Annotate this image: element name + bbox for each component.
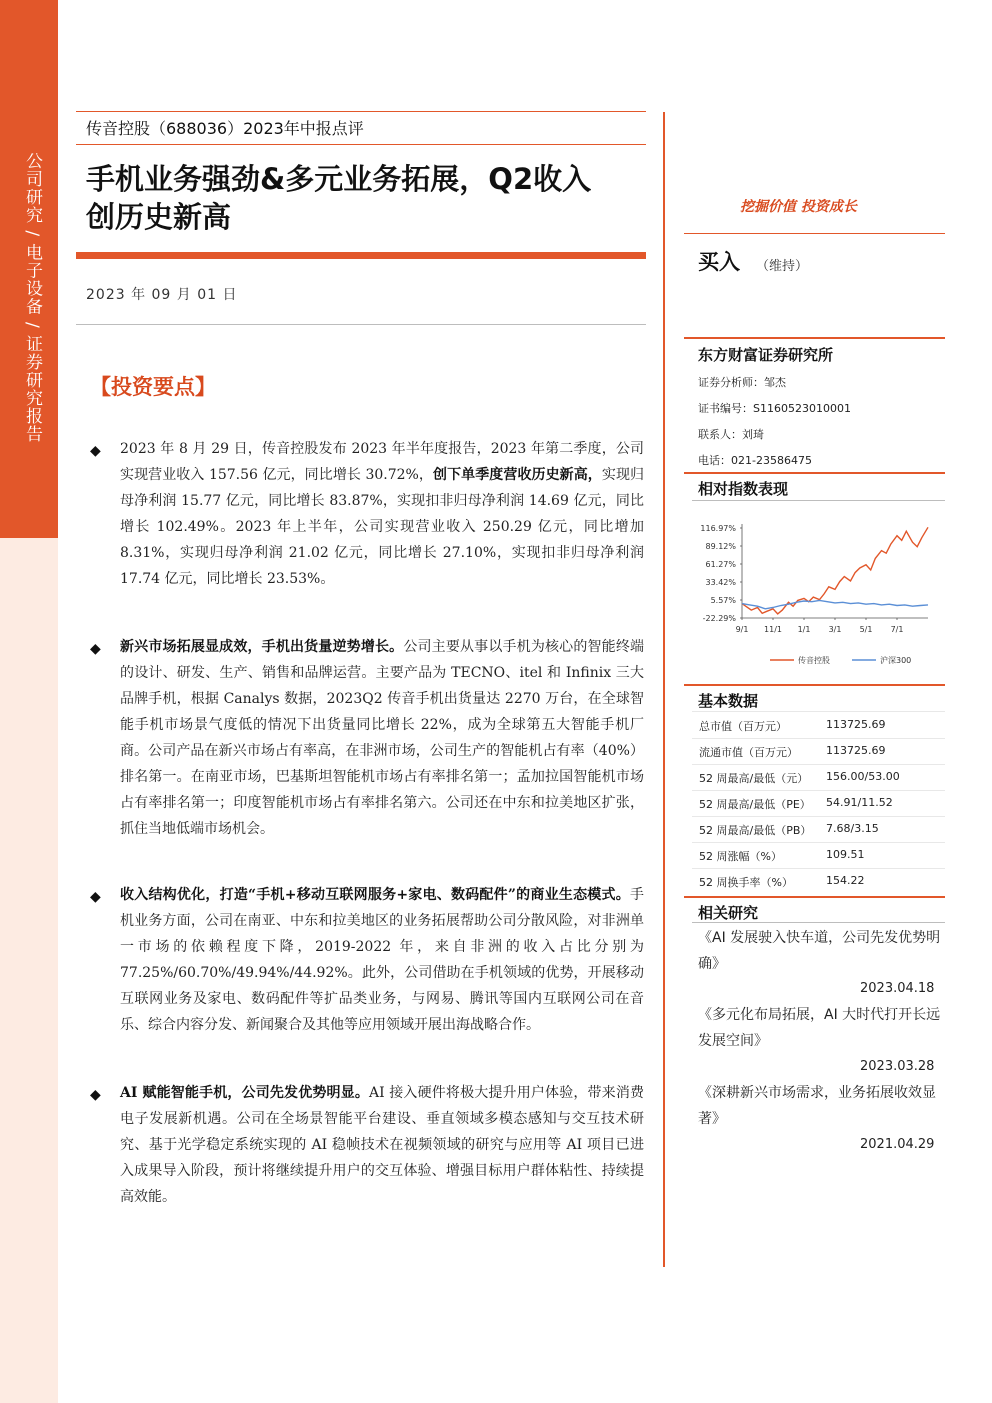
bullet-text: AI 接入硬件将极大提升用户体验，带来消费电子发展新机遇。公司在全场景智能平台建设、垂直领域多模态感知与交互技术研究、基于光学稳定系统实现的 AI 稳帧技术在视频领域的研究与应用等 AI 项目已进入成果导入阶段，预计将继续提升用户的交互体验、增强目标用户群体粘性、持续提高效能。 [120, 1085, 644, 1205]
row-label: 52 周涨幅（%） [699, 850, 782, 863]
legend-label: 沪深300 [880, 656, 912, 665]
row-label: 流通市值（百万元） [699, 746, 798, 759]
y-tick-label: 116.97% [700, 524, 736, 533]
slogan: 挖掘价值 投资成长 [740, 199, 857, 215]
basic-row-market-cap [692, 712, 945, 738]
x-tick-label: 1/1 [797, 625, 811, 634]
bullet-paragraph [120, 1080, 644, 1210]
y-tick-label: 33.42% [705, 578, 736, 587]
bullet-text: 手机业务方面，公司在南亚、中东和拉美地区的业务拓展帮助公司分散风险，对非洲单一市场的依赖程度下降，2019-2022 年，来自非洲的收入占比分别为 77.25%/60.70%/49.94%/44.92%。此外，公司借助在手机领域的优势，开展移动互联网业务及家电、数码配件等扩品类业务，与网易、腾讯等国内互联网公司在音乐、综合内容分发、新闻聚合及其他等应用领域开展出海战略合作。 [120, 887, 644, 1033]
bullet-paragraph [120, 882, 644, 1038]
x-tick-label: 7/1 [890, 625, 904, 634]
basic-row-price-range [692, 764, 945, 790]
date-divider [76, 324, 646, 325]
relative-index-chart [692, 512, 945, 678]
row-value: 113725.69 [826, 718, 886, 731]
sidebar [0, 0, 58, 1403]
diamond-bullet-icon: ◆ [90, 1087, 101, 1103]
rating-maintain: （维持） [756, 259, 809, 274]
section-heading-investment-points: 【投资要点】 [90, 374, 216, 399]
rating: 买入 [698, 250, 740, 274]
header-top-rule [76, 111, 646, 112]
header-sub-rule [76, 144, 646, 145]
row-value: 154.22 [826, 874, 865, 887]
bullet-emphasis: 创下单季度营收历史新高， [433, 467, 602, 483]
legend-label: 传音控股 [798, 656, 830, 665]
basic-row-pe-range [692, 790, 945, 816]
slogan-rule [684, 233, 945, 234]
basic-row-pb-range [692, 816, 945, 842]
page-title [86, 160, 646, 236]
related-report-link[interactable]: 《多元化布局拓展，AI 大时代打开长远发展空间》 [698, 1007, 941, 1049]
bullet-text: 2023 年 8 月 29 日，传音控股发布 2023 年半年度报告，2023 年第二季度，公司实现营业收入 157.56 亿元，同比增长 30.72%， [120, 441, 644, 483]
institute-name: 东方财富证券研究所 [698, 346, 834, 364]
related-report-date: 2021.04.29 [860, 1137, 935, 1152]
bullet-lead: AI 赋能智能手机，公司先发优势明显。 [120, 1085, 370, 1101]
contact-phone: 电话：021-23586475 [698, 454, 812, 467]
related-report-link[interactable]: 《AI 发展驶入快车道，公司先发优势明确》 [698, 930, 941, 972]
diamond-bullet-icon: ◆ [90, 889, 101, 905]
row-value: 7.68/3.15 [826, 822, 879, 835]
title-line-1: 手机业务强劲&多元业务拓展，Q2收入 [86, 162, 592, 196]
x-tick-label: 9/1 [735, 625, 749, 634]
related-report-date: 2023.04.18 [860, 981, 935, 996]
chart-heading-rule [684, 472, 945, 474]
analyst-name: 证券分析师：邹杰 [698, 376, 786, 389]
basic-row-turnover [692, 868, 945, 894]
row-label: 52 周最高/最低（元） [699, 772, 809, 785]
chart-heading: 相对指数表现 [698, 480, 789, 498]
sidebar-category-label: 公司研究 / 电子设备 / 证券研究报告 [22, 152, 42, 444]
y-tick-label: -22.29% [702, 614, 736, 623]
x-tick-label: 5/1 [859, 625, 873, 634]
analyst-certificate: 证书编号：S1160523010001 [698, 402, 851, 415]
row-label: 52 周换手率（%） [699, 876, 793, 889]
row-label: 52 周最高/最低（PE） [699, 798, 811, 811]
related-heading-underline [692, 922, 945, 923]
institute-rule [684, 337, 945, 339]
series-line-stock [742, 527, 928, 614]
row-value: 156.00/53.00 [826, 770, 900, 783]
row-value: 109.51 [826, 848, 865, 861]
contact-person: 联系人：刘琦 [698, 428, 764, 441]
column-divider [663, 112, 665, 1267]
related-report-date: 2023.03.28 [860, 1059, 935, 1074]
row-value: 113725.69 [826, 744, 886, 757]
basic-heading-rule [684, 684, 945, 686]
diamond-bullet-icon: ◆ [90, 641, 101, 657]
y-tick-label: 61.27% [705, 560, 736, 569]
row-value: 54.91/11.52 [826, 796, 893, 809]
row-label: 52 周最高/最低（PB） [699, 824, 812, 837]
title-underline [76, 252, 646, 259]
x-tick-label: 11/1 [764, 625, 782, 634]
report-subtitle: 传音控股（688036）2023年中报点评 [86, 119, 364, 138]
basic-row-float-cap [692, 738, 945, 764]
bullet-paragraph [120, 436, 644, 592]
y-tick-label: 89.12% [705, 542, 736, 551]
x-tick-label: 3/1 [828, 625, 842, 634]
related-report-link[interactable]: 《深耕新兴市场需求，业务拓展收效显著》 [698, 1085, 936, 1127]
bullet-lead: 新兴市场拓展显成效，手机出货量逆势增长。 [120, 639, 404, 655]
y-tick-label: 5.57% [710, 596, 736, 605]
bullet-text-tail: 实现归母净利润 15.77 亿元，同比增长 83.87%，实现扣非归母净利润 14.69 亿元，同比增长 102.49%。2023 年上半年，公司实现营业收入 250.29 亿元，同比增加 8.31%，实现归母净利润 21.02 亿元，同比增长 27.10%，实现扣非归母净利润 17.74 亿元，同比增长 23.53%。 [120, 467, 645, 587]
row-label: 总市值（百万元） [699, 720, 787, 733]
title-line-2: 创历史新高 [86, 200, 232, 234]
series-line-index [742, 600, 928, 608]
diamond-bullet-icon: ◆ [90, 443, 101, 459]
report-date: 2023 年 09 月 01 日 [86, 287, 238, 303]
basic-data-heading: 基本数据 [698, 692, 759, 710]
basic-row-52w-change [692, 842, 945, 868]
related-research-heading: 相关研究 [698, 904, 759, 922]
related-heading-rule [684, 896, 945, 898]
bullet-text: 公司主要从事以手机为核心的智能终端的设计、研发、生产、销售和品牌运营。主要产品为 TECNO、itel 和 Infinix 三大品牌手机，根据 Canalys 数据，2023Q2 传音手机出货量达 2270 万台，在全球智能手机市场景气度低的情况下出货量同比增长 22%，成为全球第五大智能手机厂商。公司产品在新兴市场占有率高，在非洲市场，公司生产的智能机占有率（40%）排名第一。在南亚市场，巴基斯坦智能机市场占有率排名第一；孟加拉国智能机市场占有率排名第一；印度智能机市场占有率排名第六。公司还在中东和拉美地区扩张，抓住当地低端市场机会。 [120, 639, 645, 837]
bullet-lead: 收入结构优化，打造“手机+移动互联网服务+家电、数码配件”的商业生态模式。 [120, 887, 630, 903]
chart-heading-underline [692, 500, 945, 501]
chart-svg [692, 512, 945, 678]
bullet-paragraph [120, 634, 644, 842]
